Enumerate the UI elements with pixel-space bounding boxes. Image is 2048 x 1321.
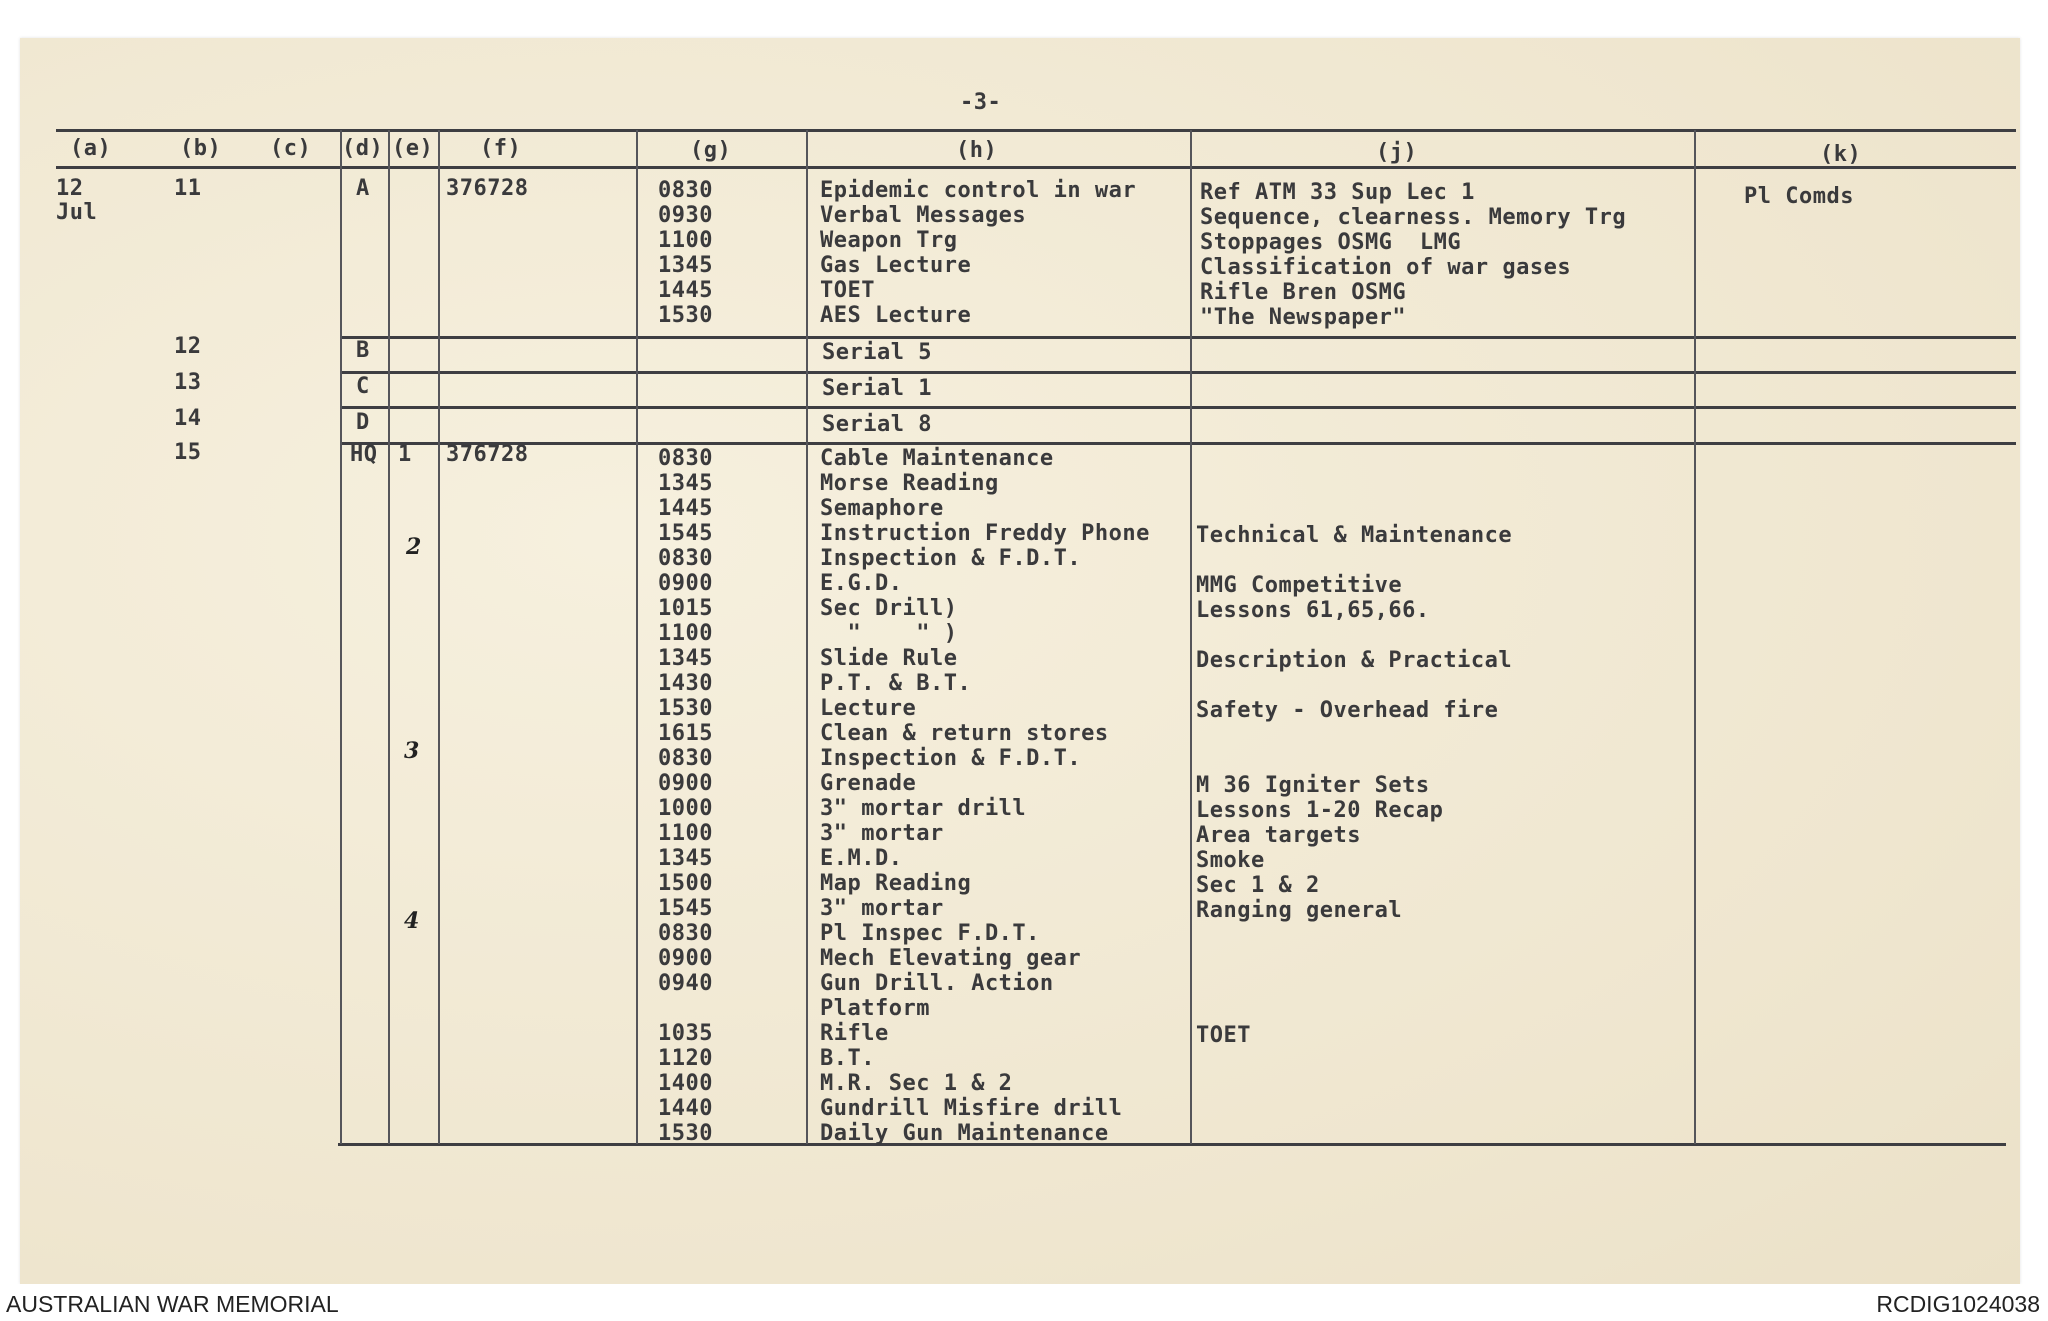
header-f: (f)	[480, 136, 522, 161]
header-a: (a)	[70, 136, 112, 161]
subject-cell: 3" mortar drill	[820, 796, 1027, 821]
time-cell: 1035	[658, 1021, 713, 1046]
remark-cell: Stoppages OSMG LMG	[1200, 230, 1462, 255]
time-cell: 1100	[658, 228, 713, 253]
subject-cell: " " )	[820, 621, 958, 646]
subject-cell: TOET	[820, 278, 875, 303]
subject-cell: Grenade	[820, 771, 917, 796]
col-divider-g	[636, 130, 638, 1144]
row-15-subjects	[820, 446, 1150, 1146]
time-cell: 1345	[658, 846, 713, 871]
archive-footer	[0, 1284, 2048, 1321]
row-15-platoon: 1	[398, 442, 412, 467]
remark-cell: Description & Practical	[1196, 648, 1513, 673]
row-12-company: B	[356, 338, 370, 363]
table-bottom-rule	[338, 1143, 2006, 1146]
time-cell: 1545	[658, 896, 713, 921]
remark-cell: "The Newspaper"	[1200, 305, 1407, 330]
header-d: (d)	[342, 136, 384, 161]
remark-cell: TOET	[1196, 1023, 1251, 1048]
time-cell: 1545	[658, 521, 713, 546]
header-bottom-rule	[56, 166, 2016, 169]
remark-cell	[1196, 1048, 1512, 1073]
row-14-subject: Serial 8	[822, 412, 932, 437]
time-cell: 1530	[658, 1121, 713, 1146]
time-cell: 0940	[658, 971, 713, 996]
handwritten-mark-3: 3	[404, 738, 420, 764]
subject-cell: Epidemic control in war	[820, 178, 1137, 203]
remark-cell: Lessons 1-20 Recap	[1196, 798, 1444, 823]
header-c: (c)	[270, 136, 312, 161]
time-cell	[658, 996, 713, 1021]
time-cell: 1345	[658, 471, 713, 496]
row-11-unit-number: 376728	[446, 176, 529, 201]
row-rule-b	[340, 336, 2016, 339]
remark-cell	[1196, 923, 1512, 948]
col-divider-j	[1190, 130, 1192, 1144]
subject-cell: Pl Inspec F.D.T.	[820, 921, 1040, 946]
remark-cell	[1196, 973, 1512, 998]
time-cell: 1530	[658, 696, 713, 721]
remark-cell	[1196, 673, 1512, 698]
time-cell: 1100	[658, 821, 713, 846]
table-top-rule	[56, 129, 2016, 132]
time-cell: 1445	[658, 496, 713, 521]
subject-cell: Semaphore	[820, 496, 944, 521]
row-11-times	[658, 178, 713, 328]
remark-cell	[1196, 498, 1512, 523]
remark-cell: Sec 1 & 2	[1196, 873, 1320, 898]
subject-cell: Verbal Messages	[820, 203, 1027, 228]
time-cell: 0830	[658, 546, 713, 571]
subject-cell: Gundrill Misfire drill	[820, 1096, 1123, 1121]
time-cell: 1430	[658, 671, 713, 696]
subject-cell: M.R. Sec 1 & 2	[820, 1071, 1013, 1096]
handwritten-mark-4: 4	[404, 908, 420, 934]
time-cell: 1615	[658, 721, 713, 746]
subject-cell: Instruction Freddy Phone	[820, 521, 1150, 546]
subject-cell: Platform	[820, 996, 930, 1021]
subject-cell: Inspection & F.D.T.	[820, 746, 1082, 771]
header-j: (j)	[1376, 140, 1418, 165]
col-divider-k	[1694, 130, 1696, 1144]
time-cell: 1445	[658, 278, 713, 303]
time-cell: 1100	[658, 621, 713, 646]
subject-cell: 3" mortar	[820, 821, 944, 846]
row-11-company: A	[356, 176, 370, 201]
remark-cell: MMG Competitive	[1196, 573, 1403, 598]
document-page	[20, 38, 2020, 1284]
row-11-subjects	[820, 178, 1136, 328]
row-14-company: D	[356, 410, 370, 435]
remark-cell: M 36 Igniter Sets	[1196, 773, 1430, 798]
remark-cell	[1196, 473, 1512, 498]
remark-cell	[1196, 948, 1512, 973]
remark-cell: Safety - Overhead fire	[1196, 698, 1499, 723]
time-cell: 1440	[658, 1096, 713, 1121]
subject-cell: Gas Lecture	[820, 253, 972, 278]
time-cell: 1345	[658, 253, 713, 278]
remark-cell: Sequence, clearness. Memory Trg	[1200, 205, 1627, 230]
handwritten-mark-2: 2	[406, 534, 422, 560]
time-cell: 1000	[658, 796, 713, 821]
time-cell: 1400	[658, 1071, 713, 1096]
time-cell: 0900	[658, 571, 713, 596]
row-13-company: C	[356, 374, 370, 399]
subject-cell: Weapon Trg	[820, 228, 958, 253]
row-rule-hq	[340, 442, 2016, 445]
subject-cell: Mech Elevating gear	[820, 946, 1082, 971]
remark-cell	[1196, 998, 1512, 1023]
time-cell: 0930	[658, 203, 713, 228]
time-cell: 0830	[658, 446, 713, 471]
remark-cell	[1196, 1123, 1512, 1148]
col-divider-e	[388, 130, 390, 1144]
time-cell: 0900	[658, 946, 713, 971]
row-14-serial: 14	[174, 406, 202, 431]
subject-cell: E.G.D.	[820, 571, 903, 596]
header-g: (g)	[690, 138, 732, 163]
remark-cell: Smoke	[1196, 848, 1265, 873]
remark-cell: Ref ATM 33 Sup Lec 1	[1200, 180, 1475, 205]
remark-cell	[1196, 1098, 1512, 1123]
time-cell: 0830	[658, 921, 713, 946]
remark-cell: Rifle Bren OSMG	[1200, 280, 1407, 305]
header-b: (b)	[180, 136, 222, 161]
row-13-subject: Serial 1	[822, 376, 932, 401]
row-15-times	[658, 446, 713, 1146]
footer-record-id: RCDIG1024038	[1876, 1291, 2040, 1317]
row-15-company: HQ	[350, 442, 378, 467]
time-cell: 0830	[658, 178, 713, 203]
remark-cell: Lessons 61,65,66.	[1196, 598, 1430, 623]
subject-cell: P.T. & B.T.	[820, 671, 972, 696]
footer-archive-name: AUSTRALIAN WAR MEMORIAL	[6, 1291, 339, 1317]
row-11-instructors: Pl Comds	[1744, 184, 1854, 209]
remark-cell: Ranging general	[1196, 898, 1403, 923]
subject-cell: Gun Drill. Action	[820, 971, 1054, 996]
time-cell: 0830	[658, 746, 713, 771]
subject-cell: Morse Reading	[820, 471, 999, 496]
row-13-serial: 13	[174, 370, 202, 395]
time-cell: 1500	[658, 871, 713, 896]
date-day: 12	[56, 176, 84, 201]
time-cell: 1120	[658, 1046, 713, 1071]
remark-cell: Area targets	[1196, 823, 1361, 848]
subject-cell: Map Reading	[820, 871, 972, 896]
remark-cell	[1196, 748, 1512, 773]
subject-cell: Cable Maintenance	[820, 446, 1054, 471]
subject-cell: Daily Gun Maintenance	[820, 1121, 1109, 1146]
row-rule-d	[340, 406, 2016, 409]
remark-cell	[1196, 723, 1512, 748]
subject-cell: Lecture	[820, 696, 917, 721]
subject-cell: AES Lecture	[820, 303, 972, 328]
date-month: Jul	[56, 200, 98, 225]
header-k: (k)	[1820, 142, 1862, 167]
subject-cell: 3" mortar	[820, 896, 944, 921]
subject-cell: Slide Rule	[820, 646, 958, 671]
row-11-remarks	[1200, 180, 1626, 330]
remark-cell	[1196, 548, 1512, 573]
subject-cell: Clean & return stores	[820, 721, 1109, 746]
row-rule-c	[340, 371, 2016, 374]
row-15-remarks	[1196, 448, 1512, 1148]
row-12-serial: 12	[174, 334, 202, 359]
subject-cell: Rifle	[820, 1021, 889, 1046]
subject-cell: Inspection & F.D.T.	[820, 546, 1082, 571]
remark-cell: Classification of war gases	[1200, 255, 1572, 280]
remark-cell	[1196, 623, 1512, 648]
time-cell: 0900	[658, 771, 713, 796]
header-e: (e)	[392, 136, 434, 161]
row-15-serial: 15	[174, 440, 202, 465]
row-12-subject: Serial 5	[822, 340, 932, 365]
col-divider-d	[340, 130, 342, 1144]
col-divider-f	[438, 130, 440, 1144]
subject-cell: E.M.D.	[820, 846, 903, 871]
subject-cell: B.T.	[820, 1046, 875, 1071]
row-11-serial: 11	[174, 176, 202, 201]
page-number: -3-	[960, 90, 1002, 115]
row-15-unit-number: 376728	[446, 442, 529, 467]
col-divider-h	[806, 130, 808, 1144]
remark-cell	[1196, 1073, 1512, 1098]
header-h: (h)	[956, 138, 998, 163]
time-cell: 1345	[658, 646, 713, 671]
remark-cell: Technical & Maintenance	[1196, 523, 1513, 548]
time-cell: 1530	[658, 303, 713, 328]
remark-cell	[1196, 448, 1512, 473]
time-cell: 1015	[658, 596, 713, 621]
subject-cell: Sec Drill)	[820, 596, 958, 621]
